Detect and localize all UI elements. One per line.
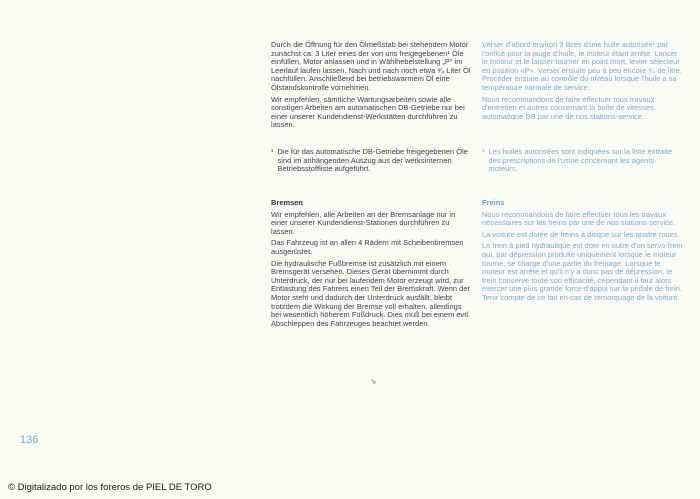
french-brakes-paragraph-3: Le frein à pied hydraulique est doté en outre d'un servo-frein qui, par dépression produite uniquement lorsque le moteur tourne, se charge d'une partie du freinage. Lorsque le moteur est arrêté et qu'il n'y a donc pas de dépression, le frein conserve toute son efficacité, cependant il faut alors exercer une plus grande force d'appui sur la pédale de frein. Tenir compte de ce fait en cas de remorquage de la voiture. <box>482 241 683 302</box>
french-brakes-paragraph-2: La voiture est dotée de freins à disque sur les quatre roues. <box>482 229 680 239</box>
french-brakes-section <box>482 199 684 306</box>
french-oil-fill-paragraph: Verser d'abord environ 3 litres d'une huile autorisée¹ par l'orifice pour la jauge d'huile, le moteur étant arrêté. Lancer le moteur et le laisser tourner en point mort, levier sélecteur en position «P». Verser ensuite peu à peu encore ³⁄₄ de litre. Procéder ensuite au contrôle du niveau lorsque l'huile a sa température normale de service. <box>482 40 683 92</box>
digitization-credit: © Digitalizado por los foreros de PIEL DE TORO <box>8 482 212 493</box>
page-number: 136 <box>20 434 39 446</box>
german-footnote-marker: ¹ <box>271 147 274 156</box>
french-footnote-marker: ¹ <box>482 147 485 156</box>
german-maintenance-paragraph: Wir empfehlen, sämtliche Wartungsarbeiten sowie alle sonstigen Arbeiten am automatischen DB-Getriebe nur bei einer unserer Kundendienst-Werkstätten durchführen zu lassen. <box>271 94 465 130</box>
german-brakes-heading: Bremsen <box>271 198 303 207</box>
french-footnote <box>482 148 684 174</box>
french-brakes-heading: Freins <box>482 198 505 207</box>
german-footnote <box>271 148 471 174</box>
scan-mark-icon <box>370 378 376 384</box>
german-oil-fill-section <box>271 41 471 133</box>
german-oil-fill-paragraph: Durch die Öffnung für den Ölmeßstab bei stehendem Motor zunächst ca. 3 Liter eines der von uns freigegebenen¹ Öle einfüllen, Motor anlassen und in Wählhebelstellung „P“ im Leerlauf laufen lassen. Nach und nach noch etwa ³⁄₄ Liter Öl nachfüllen. Anschließend bei betriebswarmem Öl eine Ölstandskontrolle vornehmen. <box>271 40 471 92</box>
german-brakes-paragraph-3: Die hydraulische Fußbremse ist zusätzlich mit einem Bremsgerät versehen. Dieses Gerät übernimmt durch Unterdruck, der nur bei laufendem Motor erzeugt wird, zur Entlastung des Fahrers einen Teil der Bremskraft. Wenn der Motor steht und dadurch der Unterdruck ausfällt, bleibt trotzdem die Wirkung der Bremse voll erhalten, allerdings bei wesentlich höherem Fußdruck. Dies muß bei einem evtl. Abschleppen des Fahrzeuges beachtet werden. <box>271 258 471 328</box>
french-oil-fill-section <box>482 41 684 124</box>
french-brakes-paragraph-1: Nous recommandons de faire effectuer tous les travaux nécessaires sur les freins par une de nos stations-service. <box>482 209 676 228</box>
german-brakes-section <box>271 199 471 331</box>
french-maintenance-paragraph: Nous recommandons de faire effectuer tous travaux d'entretien et autres concernant la boîte de vitesses automatique DB par une de nos stations-service. <box>482 94 655 121</box>
german-footnote-text: Die für das automatische DB-Getriebe freigegebenen Öle sind im anhängenden Auszug aus der werksinternen Betriebsstoffliste aufgeführt. <box>277 147 468 174</box>
german-brakes-paragraph-2: Das Fahrzeug ist an allen 4 Rädern mit Scheibenbremsen ausgerüstet. <box>271 238 464 256</box>
german-brakes-paragraph-1: Wir empfehlen, alle Arbeiten an der Bremsanlage nur in einer unserer Kundendienst-Stationen durchführen zu lassen. <box>271 209 456 236</box>
french-footnote-text: Les huiles autorisées sont indiquées sur la liste extraite des prescriptions de l'usine concernant les agents-moteurs. <box>488 147 673 174</box>
